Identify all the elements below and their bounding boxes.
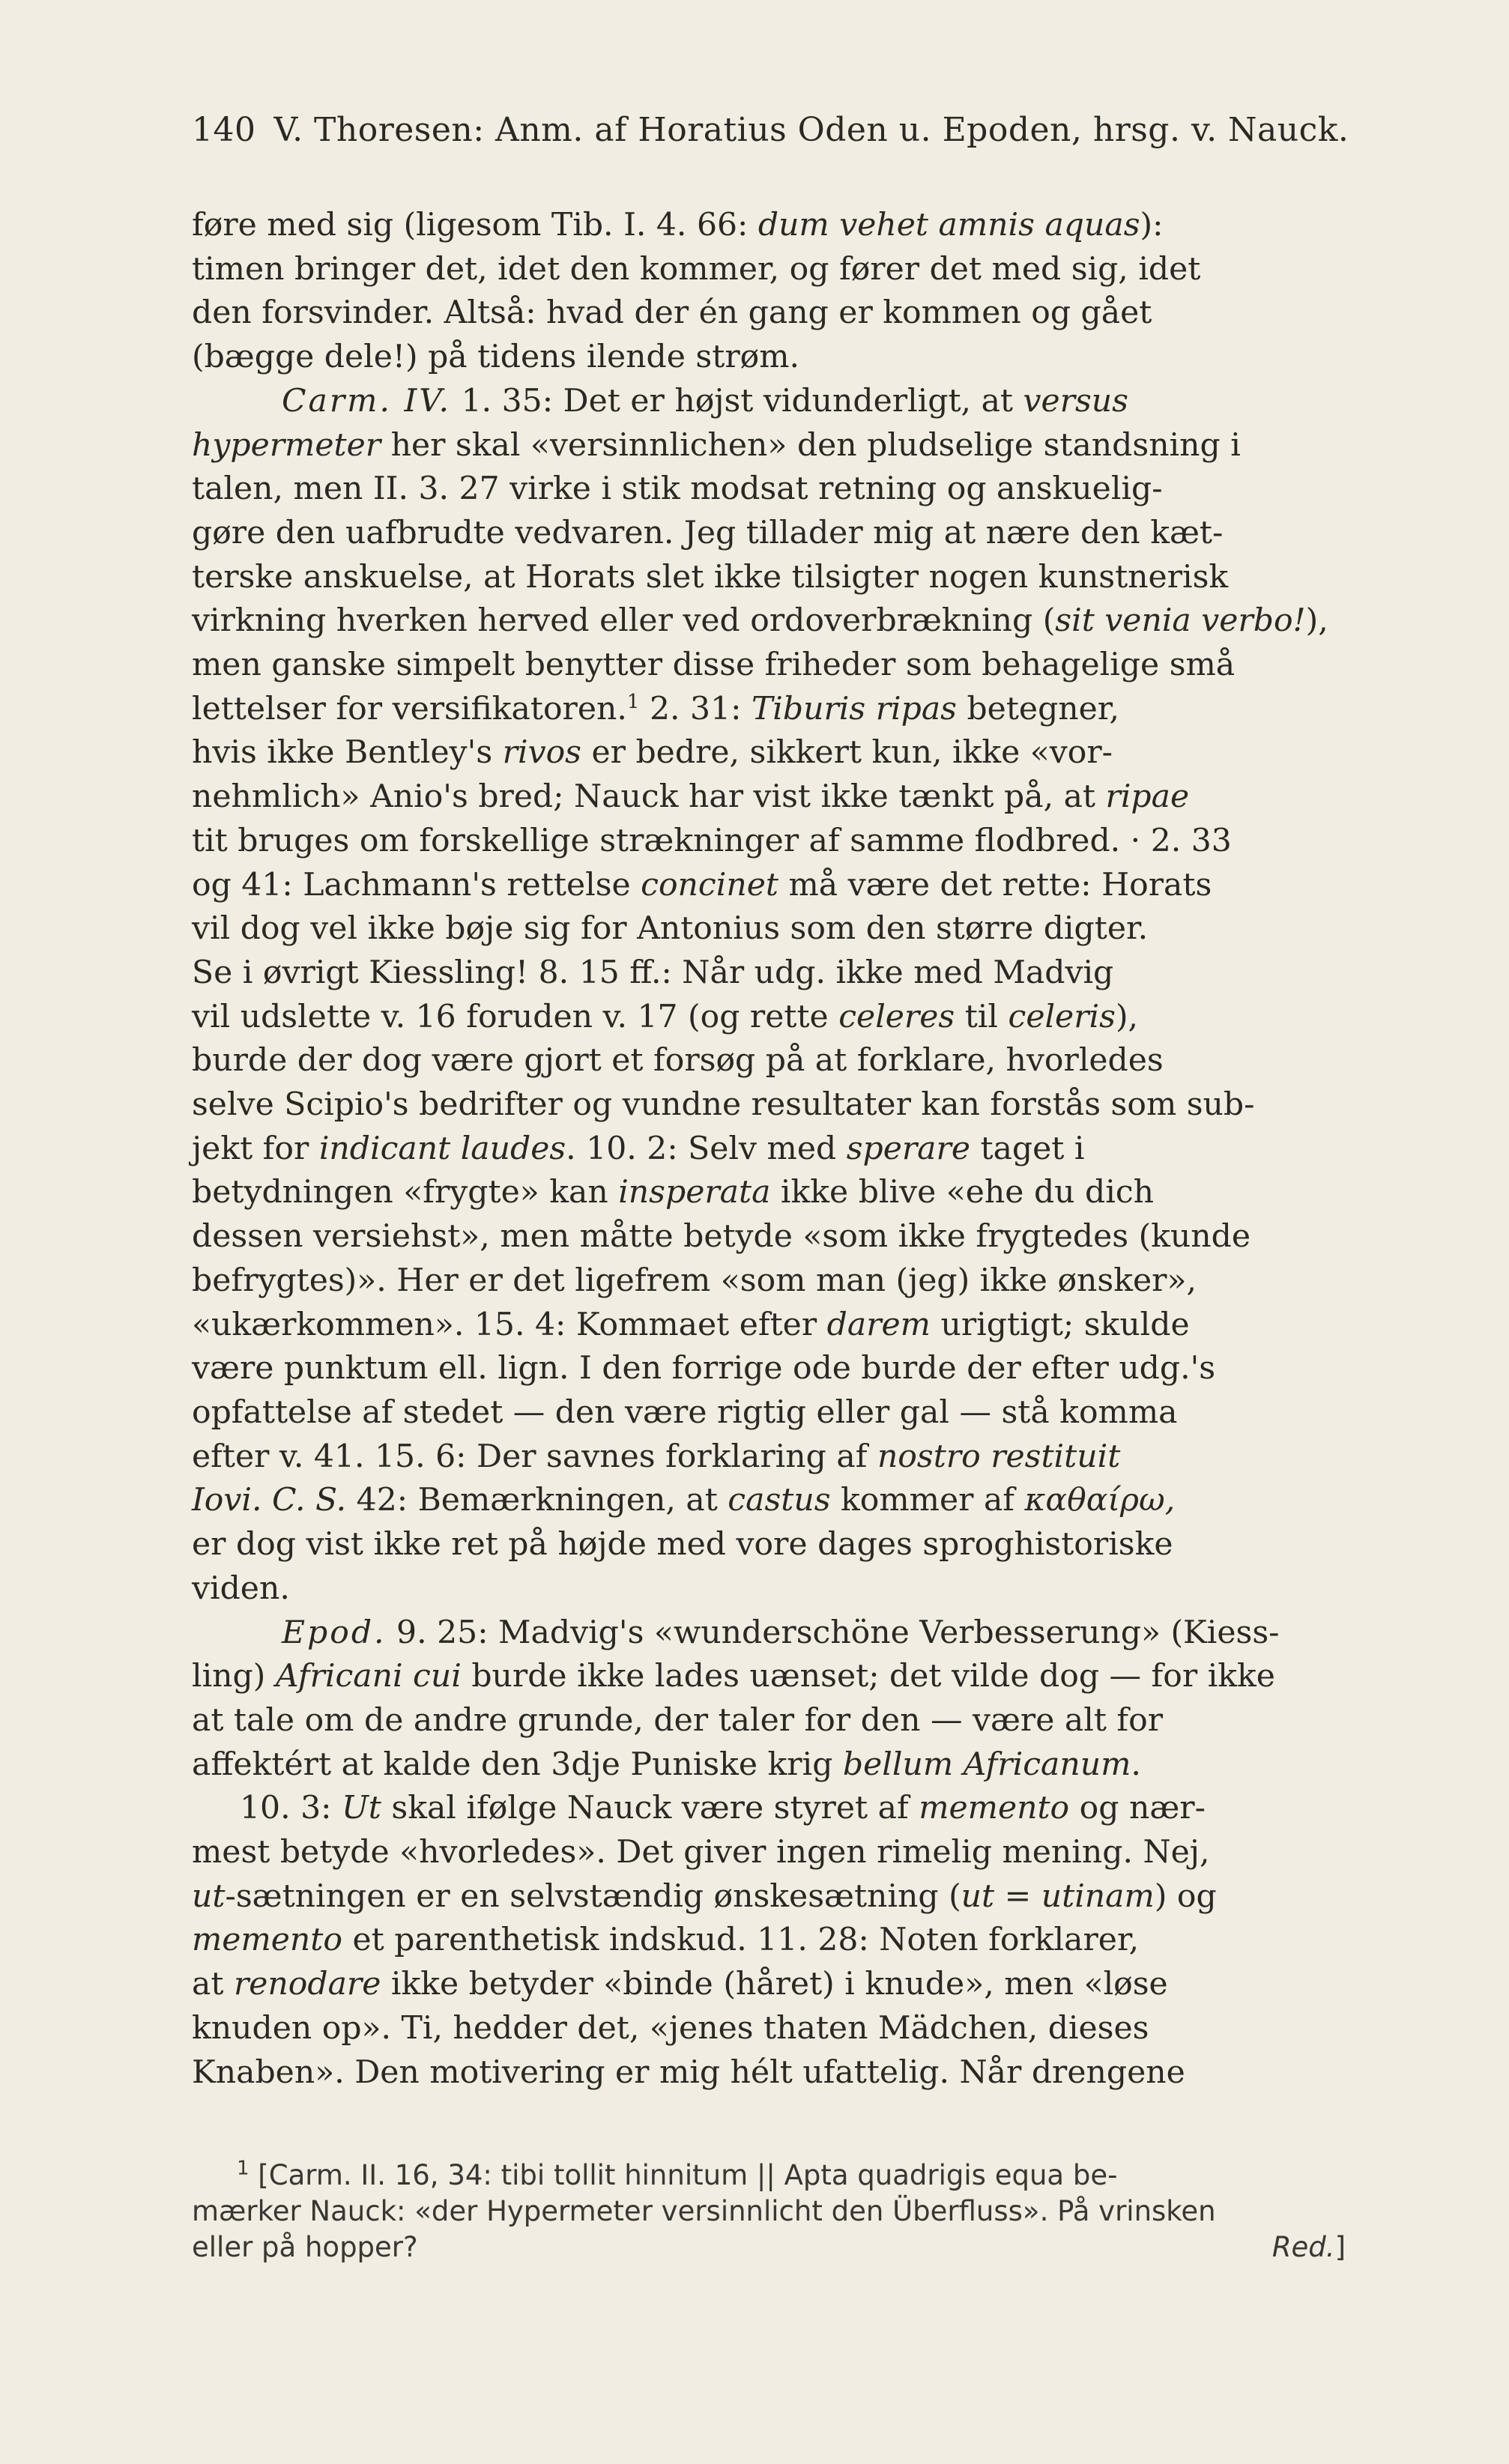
text-line: selve Scipio's bedrifter og vundne resultater kan forstås som sub- <box>192 1086 1255 1124</box>
text-line: jekt for indicant laudes. 10. 2: Selv med sperare taget i <box>192 1130 1085 1167</box>
text-line: Epod. 9. 25: Madvig's «wunderschöne Verbesserung» (Kiess- <box>282 1614 1280 1651</box>
text-line: at renodare ikke betyder «binde (håret) i knude», men «løse <box>192 1966 1168 2003</box>
footnote-line: mærker Nauck: «der Hypermeter versinnlicht den Überfluss». På vrinsken <box>192 2195 1216 2227</box>
text-line: viden. <box>192 1569 290 1607</box>
text-line: efter v. 41. 15. 6: Der savnes forklaring af nostro restituit <box>192 1438 1121 1475</box>
text-line: 10. 3: Ut skal ifølge Nauck være styret af memento og nær- <box>240 1790 1206 1827</box>
text-line: «ukærkommen». 15. 4: Kommaet efter darem urigtigt; skulde <box>192 1306 1190 1343</box>
text-line: men ganske simpelt benytter disse friheder som behagelige små <box>192 647 1236 684</box>
text-line: (bægge dele!) på tidens ilende strøm. <box>192 339 800 376</box>
text-line: befrygtes)». Her er det ligefrem «som man (jeg) ikke ønsker», <box>192 1262 1197 1299</box>
text-line: dessen versiehst», men måtte betyde «som ikke frygtedes (kunde <box>192 1218 1251 1256</box>
text-line: burde der dog være gjort et forsøg på at forklare, hvorledes <box>192 1042 1164 1080</box>
text-line: nehmlich» Anio's bred; Nauck har vist ikke tænkt på, at ripae <box>192 778 1190 816</box>
text-line: at tale om de andre grunde, der taler for den — være alt for <box>192 1701 1164 1739</box>
text-line: den forsvinder. Altså: hvad der én gang er kommen og gået <box>192 294 1152 332</box>
text-line: opfattelse af stedet — den være rigtig eller gal — stå komma <box>192 1393 1178 1431</box>
text-line: hvis ikke Bentley's rivos er bedre, sikkert kun, ikke «vor- <box>192 734 1113 772</box>
text-line: memento et parenthetisk indskud. 11. 28: Noten forklarer, <box>192 1922 1140 1959</box>
text-line: Iovi. C. S. 42: Bemærkningen, at castus kommer af καθαίρω, <box>192 1482 1176 1519</box>
text-line: føre med sig (ligesom Tib. I. 4. 66: dum vehet amnis aquas): <box>192 207 1164 243</box>
text-line: mest betyde «hvorledes». Det giver ingen rimelig mening. Nej, <box>192 1834 1210 1871</box>
text-line: affektért at kalde den 3dje Puniske krig bellum Africanum. <box>192 1746 1141 1783</box>
footnote <box>192 2158 1346 2265</box>
text-line: og 41: Lachmann's rettelse concinet må være det rette: Horats <box>192 866 1212 903</box>
text-line: lettelser for versifikatoren.$^1$ 2. 31: Tiburis ripas betegner, <box>192 690 1119 727</box>
editor-mark: Red. <box>1271 2231 1335 2263</box>
page-number: 140 <box>192 111 256 149</box>
text-line: knuden op». Ti, hedder det, «jenes thaten Mädchen, dieses <box>192 2009 1149 2047</box>
text-line: virkning hverken herved eller ved ordoverbrækning (sit venia verbo!), <box>192 602 1328 640</box>
text-line: hypermeter her skal «versinnlichen» den pludselige standsning i <box>192 426 1241 464</box>
text-line: være punktum ell. lign. I den forrige ode burde der efter udg.'s <box>192 1350 1216 1387</box>
text-line: gøre den uafbrudte vedvaren. Jeg tillader mig at nære den kæt- <box>192 514 1224 551</box>
footnote-number: 1 <box>237 2157 250 2180</box>
text-line: vil udslette v. 16 foruden v. 17 (og rette celeres til celeris), <box>192 998 1139 1035</box>
text-line: Se i øvrigt Kiessling! 8. 15 ff.: Når udg. ikke med Madvig <box>192 954 1114 991</box>
body-text <box>192 204 1346 2095</box>
footnote-marker: 1 <box>626 690 640 713</box>
footnote-line: eller på hopper? Red.] <box>192 2231 1346 2263</box>
text-line: talen, men II. 3. 27 virke i stik modsat retning og anskuelig- <box>192 470 1163 508</box>
text-line: vil dog vel ikke bøje sig for Antonius som den større digter. <box>192 910 1149 948</box>
text-line: er dog vist ikke ret på højde med vore dages sproghistoriske <box>192 1526 1173 1564</box>
text-line: terske anskuelse, at Horats slet ikke tilsigter nogen kunstnerisk <box>192 558 1229 596</box>
text-line: ut-sætningen er en selvstændig ønskesætning (ut = utinam) og <box>192 1877 1217 1915</box>
running-title: V. Thoresen: Anm. af Horatius Oden u. Epoden, hrsg. v. Nauck. <box>273 111 1349 149</box>
running-header <box>192 111 1349 149</box>
text-line: tit bruges om forskellige strækninger af samme flodbred. · 2. 33 <box>192 822 1232 859</box>
text-line: betydningen «frygte» kan insperata ikke blive «ehe du dich <box>192 1174 1154 1211</box>
text-line: ling) Africani cui burde ikke lades uænset; det vilde dog — for ikke <box>192 1658 1275 1695</box>
text-line: Carm. IV. 1. 35: Det er højst vidunderligt, at versus <box>282 382 1128 420</box>
text-line: Knaben». Den motivering er mig hélt ufattelig. Når drengene <box>192 2053 1185 2091</box>
text-line: timen bringer det, idet den kommer, og fører det med sig, idet <box>192 250 1201 288</box>
footnote-line: $^1$ [Carm. II. 16, 34: tibi tollit hinnitum || Apta quadrigis equa be- <box>237 2157 1118 2191</box>
